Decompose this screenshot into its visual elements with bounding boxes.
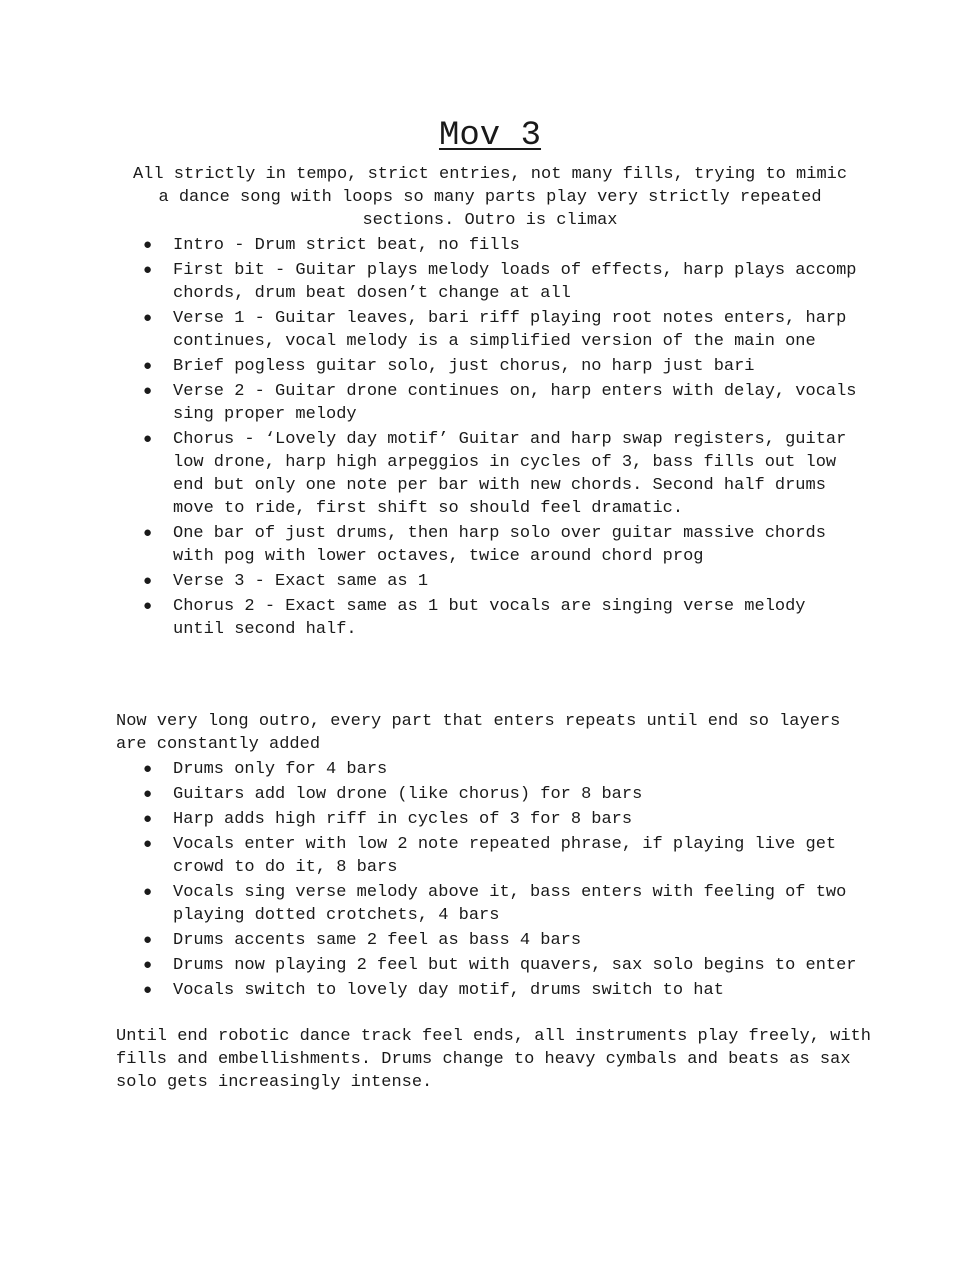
list-item: [0, 428, 863, 520]
bullet-icon: ●: [143, 957, 153, 974]
bullet-icon: ●: [143, 358, 153, 375]
outro-steps-list: [0, 758, 863, 1004]
list-item: [0, 808, 863, 831]
list-item-text: Drums now playing 2 feel but with quavers, sax solo begins to enter: [173, 956, 857, 975]
list-item-text: Guitars add low drone (like chorus) for 8 bars: [173, 785, 643, 804]
bullet-icon: ●: [143, 761, 153, 778]
bullet-icon: ●: [143, 598, 153, 615]
list-item-text: First bit - Guitar plays melody loads of effects, harp plays accomp chords, drum beat dosen’t change at all: [173, 261, 857, 303]
list-item: [0, 881, 863, 927]
list-item: [0, 595, 863, 641]
list-item: [0, 758, 863, 781]
list-item: [0, 234, 863, 257]
bullet-icon: ●: [143, 310, 153, 327]
list-item-text: Verse 3 - Exact same as 1: [173, 572, 429, 591]
bullet-icon: ●: [143, 431, 153, 448]
list-item: [0, 355, 863, 378]
ending-paragraph: Until end robotic dance track feel ends, all instruments play freely, with fills and embellishments. Drums change to heavy cymbals and beats as sax solo gets increasingly intense.: [116, 1027, 871, 1092]
bullet-icon: ●: [143, 383, 153, 400]
bullet-icon: ●: [143, 836, 153, 853]
list-item: [0, 929, 863, 952]
list-item-text: Drums only for 4 bars: [173, 760, 388, 779]
list-item-text: Brief pogless guitar solo, just chorus, no harp just bari: [173, 357, 755, 376]
bullet-icon: ●: [143, 932, 153, 949]
list-item: [0, 979, 863, 1002]
bullet-icon: ●: [143, 237, 153, 254]
list-item: [0, 570, 863, 593]
list-item: [0, 522, 863, 568]
list-item-text: Vocals switch to lovely day motif, drums switch to hat: [173, 981, 724, 1000]
bullet-icon: ●: [143, 573, 153, 590]
bullet-icon: ●: [143, 811, 153, 828]
bullet-icon: ●: [143, 262, 153, 279]
list-item: [0, 783, 863, 806]
list-item-text: Drums accents same 2 feel as bass 4 bars: [173, 931, 582, 950]
list-item-text: Chorus - ‘Lovely day motif’ Guitar and harp swap registers, guitar low drone, harp high arpeggios in cycles of 3, bass fills out low end but only one note per bar with new chords. Second half drums move to ride, first shift so should feel dramatic.: [173, 430, 847, 518]
bullet-icon: ●: [143, 884, 153, 901]
list-item-text: Verse 1 - Guitar leaves, bari riff playing root notes enters, harp continues, vocal melody is a simplified version of the main one: [173, 309, 847, 351]
list-item-text: Intro - Drum strict beat, no fills: [173, 236, 520, 255]
outro-paragraph: Now very long outro, every part that enters repeats until end so layers are constantly added: [116, 712, 841, 754]
bullet-icon: ●: [143, 982, 153, 999]
list-item-text: Verse 2 - Guitar drone continues on, harp enters with delay, vocals sing proper melody: [173, 382, 857, 424]
intro-paragraph: All strictly in tempo, strict entries, not many fills, trying to mimic a dance song with loops so many parts play very strictly repeated sections. Outro is climax: [132, 165, 848, 230]
list-item-text: One bar of just drums, then harp solo over guitar massive chords with pog with lower octaves, twice around chord prog: [173, 524, 826, 566]
list-item: [0, 307, 863, 353]
list-item: [0, 833, 863, 879]
list-item: [0, 954, 863, 977]
list-item: [0, 259, 863, 305]
page-title: Mov 3: [438, 117, 542, 155]
sections-list: [0, 234, 863, 643]
list-item: [0, 380, 863, 426]
list-item-text: Vocals enter with low 2 note repeated phrase, if playing live get crowd to do it, 8 bars: [173, 835, 837, 877]
list-item-text: Chorus 2 - Exact same as 1 but vocals are singing verse melody until second half.: [173, 597, 806, 639]
bullet-icon: ●: [143, 786, 153, 803]
list-item-text: Harp adds high riff in cycles of 3 for 8 bars: [173, 810, 633, 829]
bullet-icon: ●: [143, 525, 153, 542]
list-item-text: Vocals sing verse melody above it, bass enters with feeling of two playing dotted crotchets, 4 bars: [173, 883, 847, 925]
